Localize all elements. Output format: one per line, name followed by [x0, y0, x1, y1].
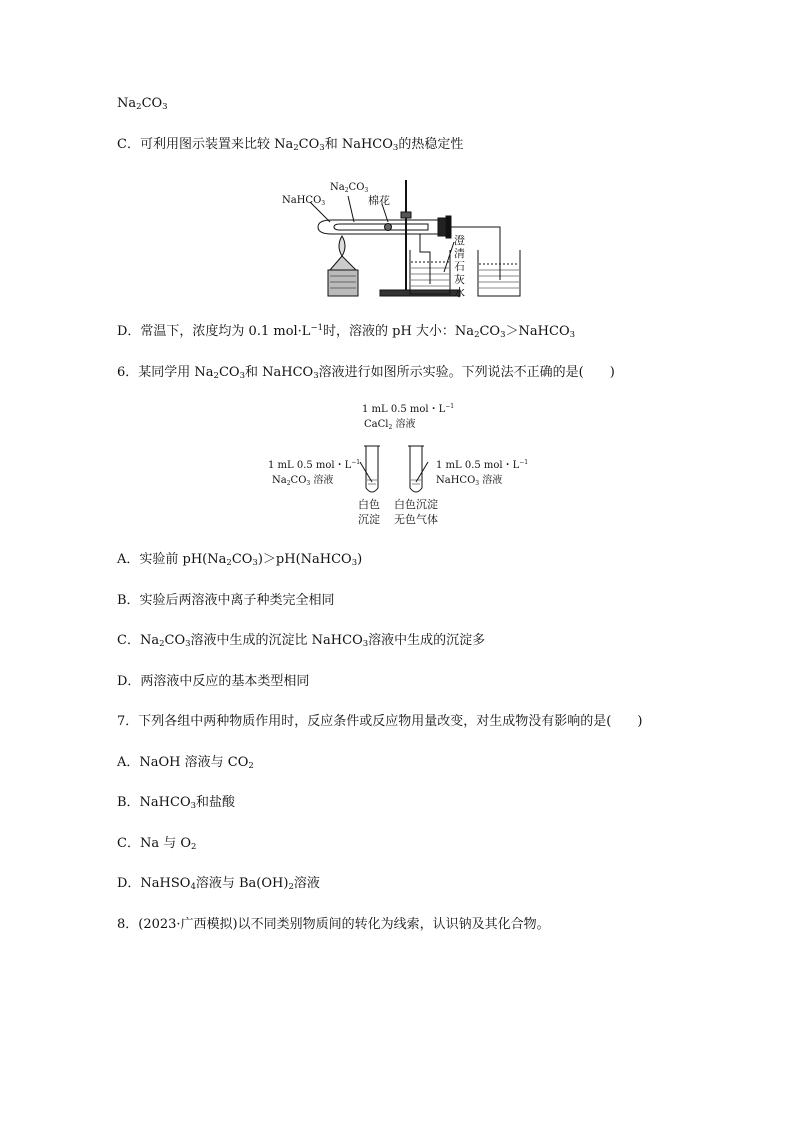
thermal-stability-apparatus: [270, 172, 530, 302]
q6-stem: 6．某同学用 $Na_2CO_3$和 NaHCO$_3$溶液进行如图所示实验。下列说法不正确的是( ): [117, 365, 615, 381]
q7-stem: 7．下列各组中两种物质作用时，反应条件或反应物用量改变，对生成物没有影响的是( ): [117, 714, 643, 729]
q7-option-a: A．NaOH 溶液与 $CO_2$: [117, 755, 254, 771]
label-limewater: [454, 234, 465, 299]
alcohol-lamp: [328, 270, 358, 296]
q7-option-d: D．NaHSO$_4$溶液与 $Ba(OH)_2$溶液: [117, 876, 320, 892]
right-result-line1: 白色沉淀: [394, 498, 438, 511]
cotton-plug: [385, 224, 392, 231]
stand-base: [380, 290, 460, 296]
q6-option-b: B．实验后两溶液中离子种类完全相同: [117, 593, 335, 608]
q6-option-a: A．实验前 $pH(Na_2CO_3)>pH(NaHCO_3)$: [117, 552, 363, 568]
beaker-2: [478, 250, 520, 296]
top-reagent-line1: 1 mL 0.5 mol・$L^{-1}$: [362, 403, 455, 415]
label-nahco3: NaHCO$_3$: [282, 195, 326, 207]
svg-text:澄: 澄: [454, 234, 465, 247]
svg-text:石: 石: [454, 260, 465, 273]
clamp: [401, 212, 411, 218]
q7-option-b: B．NaHCO$_3$和盐酸: [117, 795, 236, 811]
q5-option-c: C．可利用图示装置来比较 $Na_2CO_3$和 NaHCO$_3$的热稳定性: [117, 137, 464, 153]
svg-text:清: 清: [454, 247, 465, 260]
carryover-formula: $Na_2CO_3$: [117, 96, 168, 112]
delivery-tube-1: [420, 234, 430, 284]
inner-test-tube: [334, 224, 428, 230]
left-reagent-line2: $Na_2CO_3$ 溶液: [272, 475, 334, 487]
test-tube-experiment: [260, 400, 540, 530]
top-reagent-line2: CaCl$_2$ 溶液: [364, 419, 416, 431]
q7-option-c: C．Na 与 $O_2$: [117, 836, 197, 852]
left-reagent-line1: 1 mL 0.5 mol・$L^{-1}$: [268, 459, 361, 471]
q6-option-c: C．$Na_2CO_3$溶液中生成的沉淀比 NaHCO$_3$溶液中生成的沉淀多: [117, 633, 486, 649]
svg-text:水: 水: [454, 286, 465, 299]
lamp-top: [330, 256, 356, 270]
svg-text:灰: 灰: [454, 273, 465, 286]
flame: [339, 236, 345, 256]
right-test-tube: [410, 446, 422, 492]
outer-test-tube: [318, 220, 438, 234]
label-na2co3: $Na_2CO_3$: [330, 182, 369, 194]
left-test-tube: [366, 446, 378, 492]
q5-option-d: D．常温下，浓度均为 0.1 $mol\cdot L^{-1}$时，溶液的 pH 大小：$Na_2CO_3>NaHCO_3$: [117, 323, 576, 340]
left-result-line2: 沉淀: [358, 513, 380, 526]
right-reagent-line2: NaHCO$_3$ 溶液: [436, 475, 503, 487]
right-reagent-line1: 1 mL 0.5 mol・$L^{-1}$: [436, 459, 529, 471]
right-result-line2: 无色气体: [394, 513, 438, 526]
q8-stem: 8．(2023·广西模拟)以不同类别物质间的转化为线索，认识钠及其化合物。: [117, 917, 550, 932]
label-cotton: 棉花: [368, 194, 390, 207]
q6-option-d: D．两溶液中反应的基本类型相同: [117, 674, 310, 689]
left-result-line1: 白色: [358, 498, 380, 511]
